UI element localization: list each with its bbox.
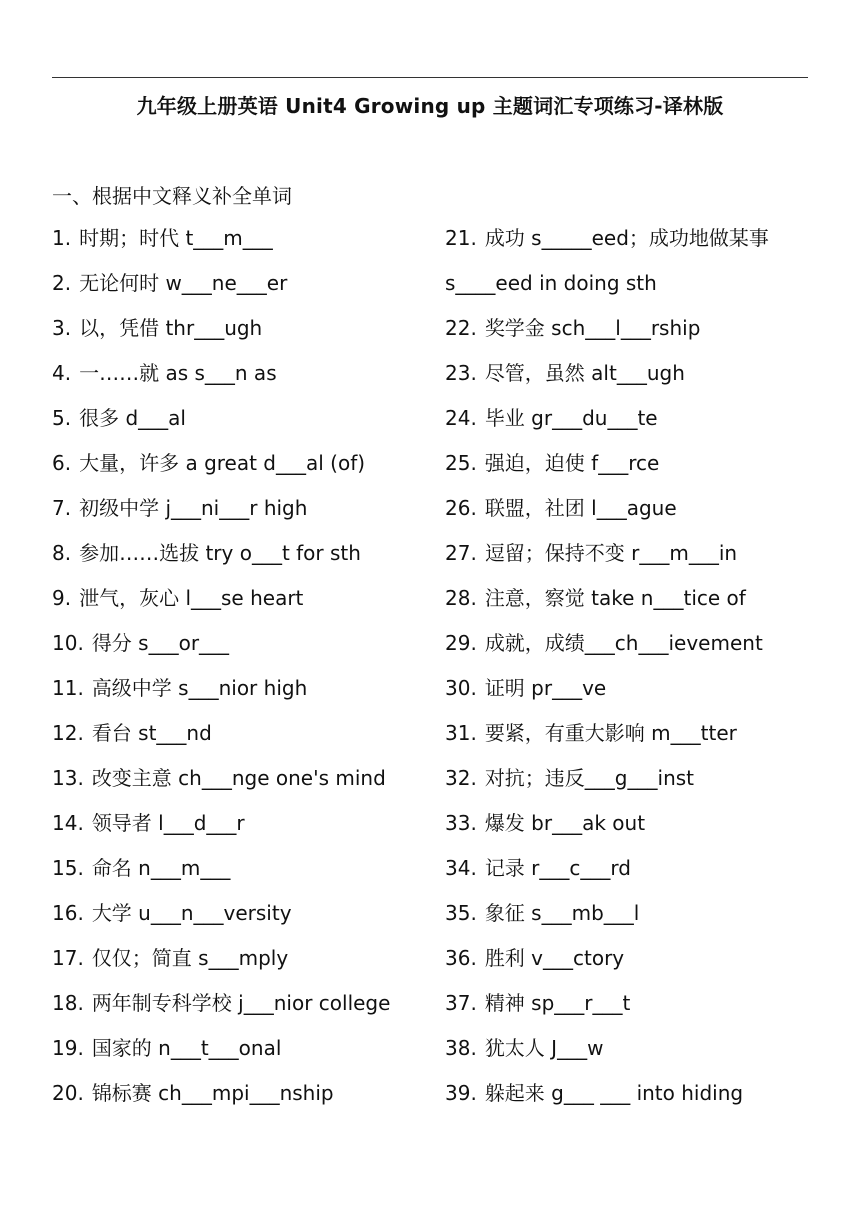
- item-text: 证明 pr___ve: [484, 676, 607, 700]
- item-text: 逗留；保持不变 r___m___in: [484, 541, 738, 565]
- exercise-item: [445, 225, 825, 270]
- item-number: 38.: [445, 1036, 477, 1060]
- item-text: 奖学金 sch___l___rship: [484, 316, 701, 340]
- item-number: 24.: [445, 406, 477, 430]
- exercise-item: [445, 270, 825, 315]
- item-text: 注意，察觉 take n___tice of: [484, 586, 746, 610]
- exercise-item: [52, 1080, 432, 1125]
- item-text: 一……就 as s___n as: [79, 361, 277, 385]
- item-text: 象征 s___mb___l: [484, 901, 640, 925]
- item-text: 对抗；违反___g___inst: [484, 766, 695, 790]
- item-text: 锦标赛 ch___mpi___nship: [91, 1081, 334, 1105]
- item-text: 两年制专科学校 j___nior college: [91, 991, 391, 1015]
- item-number: 21.: [445, 226, 477, 250]
- item-number: 29.: [445, 631, 477, 655]
- item-number: 27.: [445, 541, 477, 565]
- exercise-item: [52, 585, 432, 630]
- item-text: 记录 r___c___rd: [484, 856, 631, 880]
- item-text: s____eed in doing sth: [445, 271, 657, 295]
- item-text: 命名 n___m___: [91, 856, 231, 880]
- exercise-item: [52, 360, 432, 405]
- exercise-item: [445, 450, 825, 495]
- item-number: 36.: [445, 946, 477, 970]
- item-number: 11.: [52, 676, 84, 700]
- item-number: 19.: [52, 1036, 84, 1060]
- exercise-item: [445, 675, 825, 720]
- exercise-item: [52, 450, 432, 495]
- exercise-item: [445, 1035, 825, 1080]
- item-text: 领导者 l___d___r: [91, 811, 245, 835]
- header-rule: [52, 77, 808, 78]
- item-text: 初级中学 j___ni___r high: [79, 496, 308, 520]
- item-number: 17.: [52, 946, 84, 970]
- exercise-item: [52, 990, 432, 1035]
- exercise-item: [52, 855, 432, 900]
- exercise-item: [52, 765, 432, 810]
- exercise-item: [52, 720, 432, 765]
- exercise-item: [445, 945, 825, 990]
- item-number: 26.: [445, 496, 477, 520]
- exercise-item: [52, 405, 432, 450]
- item-number: 32.: [445, 766, 477, 790]
- exercise-item: [52, 810, 432, 855]
- exercise-item: [445, 810, 825, 855]
- item-text: 看台 st___nd: [91, 721, 212, 745]
- item-number: 25.: [445, 451, 477, 475]
- item-number: 13.: [52, 766, 84, 790]
- section-heading: 一、根据中文释义补全单词: [52, 184, 292, 208]
- item-number: 22.: [445, 316, 477, 340]
- exercise-item: [445, 495, 825, 540]
- item-text: 得分 s___or___: [91, 631, 230, 655]
- item-text: 仅仅；简直 s___mply: [91, 946, 289, 970]
- item-text: 以，凭借 thr___ugh: [79, 316, 263, 340]
- item-number: 5.: [52, 406, 72, 430]
- item-number: 2.: [52, 271, 72, 295]
- exercise-item: [52, 270, 432, 315]
- exercise-item: [52, 945, 432, 990]
- item-text: 时期；时代 t___m___: [79, 226, 273, 250]
- item-number: 34.: [445, 856, 477, 880]
- exercise-item: [445, 990, 825, 1035]
- item-number: 14.: [52, 811, 84, 835]
- exercise-item: [52, 540, 432, 585]
- item-number: 16.: [52, 901, 84, 925]
- item-number: 33.: [445, 811, 477, 835]
- exercise-item: [445, 585, 825, 630]
- item-text: 胜利 v___ctory: [484, 946, 625, 970]
- item-number: 8.: [52, 541, 72, 565]
- exercise-item: [445, 900, 825, 945]
- page-title: 九年级上册英语 Unit4 Growing up 主题词汇专项练习-译林版: [136, 94, 724, 118]
- item-text: 要紧，有重大影响 m___tter: [484, 721, 737, 745]
- exercise-item: [445, 315, 825, 360]
- item-text: 躲起来 g___ ___ into hiding: [484, 1081, 744, 1105]
- item-number: 4.: [52, 361, 72, 385]
- item-number: 3.: [52, 316, 72, 340]
- item-text: 很多 d___al: [79, 406, 186, 430]
- item-text: 尽管，虽然 alt___ugh: [484, 361, 685, 385]
- exercise-item: [52, 900, 432, 945]
- exercise-item: [445, 360, 825, 405]
- item-number: 6.: [52, 451, 72, 475]
- item-text: 成功 s_____eed；成功地做某事: [484, 226, 769, 250]
- item-number: 9.: [52, 586, 72, 610]
- item-text: 参加……选拔 try o___t for sth: [79, 541, 361, 565]
- exercise-column-right: [445, 225, 825, 1125]
- item-number: 30.: [445, 676, 477, 700]
- item-number: 15.: [52, 856, 84, 880]
- item-text: 泄气，灰心 l___se heart: [79, 586, 304, 610]
- exercise-item: [52, 1035, 432, 1080]
- exercise-item: [52, 630, 432, 675]
- item-number: 7.: [52, 496, 72, 520]
- item-number: 10.: [52, 631, 84, 655]
- item-text: 大学 u___n___versity: [91, 901, 292, 925]
- exercise-item: [445, 540, 825, 585]
- item-text: 毕业 gr___du___te: [484, 406, 658, 430]
- item-text: 无论何时 w___ne___er: [79, 271, 288, 295]
- item-text: 精神 sp___r___t: [484, 991, 631, 1015]
- exercise-item: [52, 225, 432, 270]
- item-number: 1.: [52, 226, 72, 250]
- item-number: 39.: [445, 1081, 477, 1105]
- item-text: 国家的 n___t___onal: [91, 1036, 282, 1060]
- exercise-item: [445, 1080, 825, 1125]
- exercise-item: [445, 720, 825, 765]
- exercise-item: [52, 495, 432, 540]
- item-text: 大量，许多 a great d___al (of): [79, 451, 366, 475]
- item-text: 改变主意 ch___nge one's mind: [91, 766, 386, 790]
- item-number: 23.: [445, 361, 477, 385]
- exercise-item: [445, 630, 825, 675]
- item-number: 37.: [445, 991, 477, 1015]
- item-text: 成就，成绩___ch___ievement: [484, 631, 763, 655]
- exercise-column-left: [52, 225, 432, 1125]
- item-text: 爆发 br___ak out: [484, 811, 646, 835]
- item-number: 12.: [52, 721, 84, 745]
- item-number: 28.: [445, 586, 477, 610]
- exercise-item: [52, 675, 432, 720]
- item-number: 18.: [52, 991, 84, 1015]
- item-number: 20.: [52, 1081, 84, 1105]
- exercise-item: [445, 405, 825, 450]
- item-text: 强迫，迫使 f___rce: [484, 451, 660, 475]
- exercise-item: [52, 315, 432, 360]
- exercise-item: [445, 855, 825, 900]
- exercise-item: [445, 765, 825, 810]
- item-text: 高级中学 s___nior high: [91, 676, 308, 700]
- item-text: 犹太人 J___w: [484, 1036, 604, 1060]
- item-text: 联盟，社团 l___ague: [484, 496, 677, 520]
- item-number: 31.: [445, 721, 477, 745]
- item-number: 35.: [445, 901, 477, 925]
